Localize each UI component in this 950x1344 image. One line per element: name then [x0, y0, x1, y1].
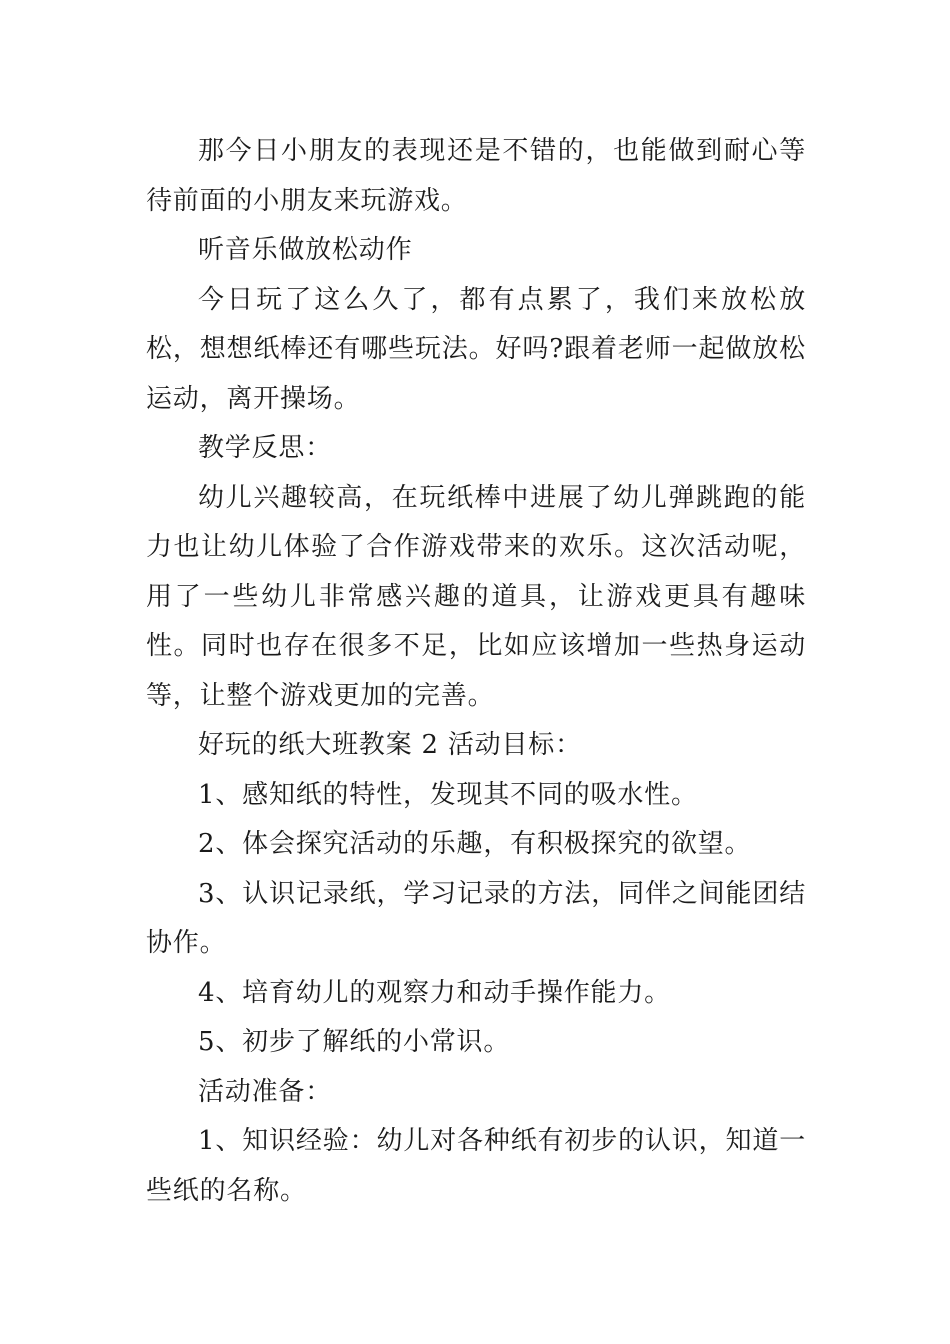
list-item: 3、认识记录纸，学习记录的方法，同伴之间能团结协作。 [146, 878, 806, 958]
section-heading: 活动准备： [198, 1076, 333, 1107]
section-heading: 听音乐做放松动作 [198, 235, 413, 265]
paragraph: 那今日小朋友的表现还是不错的，也能做到耐心等待前面的小朋友来玩游戏。 [146, 136, 806, 216]
list-item: 4、培育幼儿的观察力和动手操作能力。 [198, 977, 671, 1008]
list-item: 1、知识经验：幼儿对各种纸有初步的认识，知道一些纸的名称。 [146, 1126, 806, 1206]
paragraph: 幼儿兴趣较高，在玩纸棒中进展了幼儿弹跳跑的能力也让幼儿体验了合作游戏带来的欢乐。这次活动呢，用了一些幼儿非常感兴趣的道具，让游戏更具有趣味性。同时也存在很多不足，比如应该增加一些热身运动等，让整个游戏更加的完善。 [146, 482, 806, 711]
list-item: 1、感知纸的特性，发现其不同的吸水性。 [198, 779, 698, 810]
list-item: 5、初步了解纸的小常识。 [198, 1027, 511, 1057]
document-body [146, 127, 806, 1216]
list-item: 2、体会探究活动的乐趣，有积极探究的欲望。 [198, 829, 752, 859]
section-heading: 教学反思： [198, 433, 333, 463]
paragraph: 今日玩了这么久了，都有点累了，我们来放松放松，想想纸棒还有哪些玩法。好吗?跟着老师一起做放松运动，离开操场。 [146, 284, 806, 414]
section-heading: 好玩的纸大班教案 2 活动目标： [198, 730, 582, 760]
